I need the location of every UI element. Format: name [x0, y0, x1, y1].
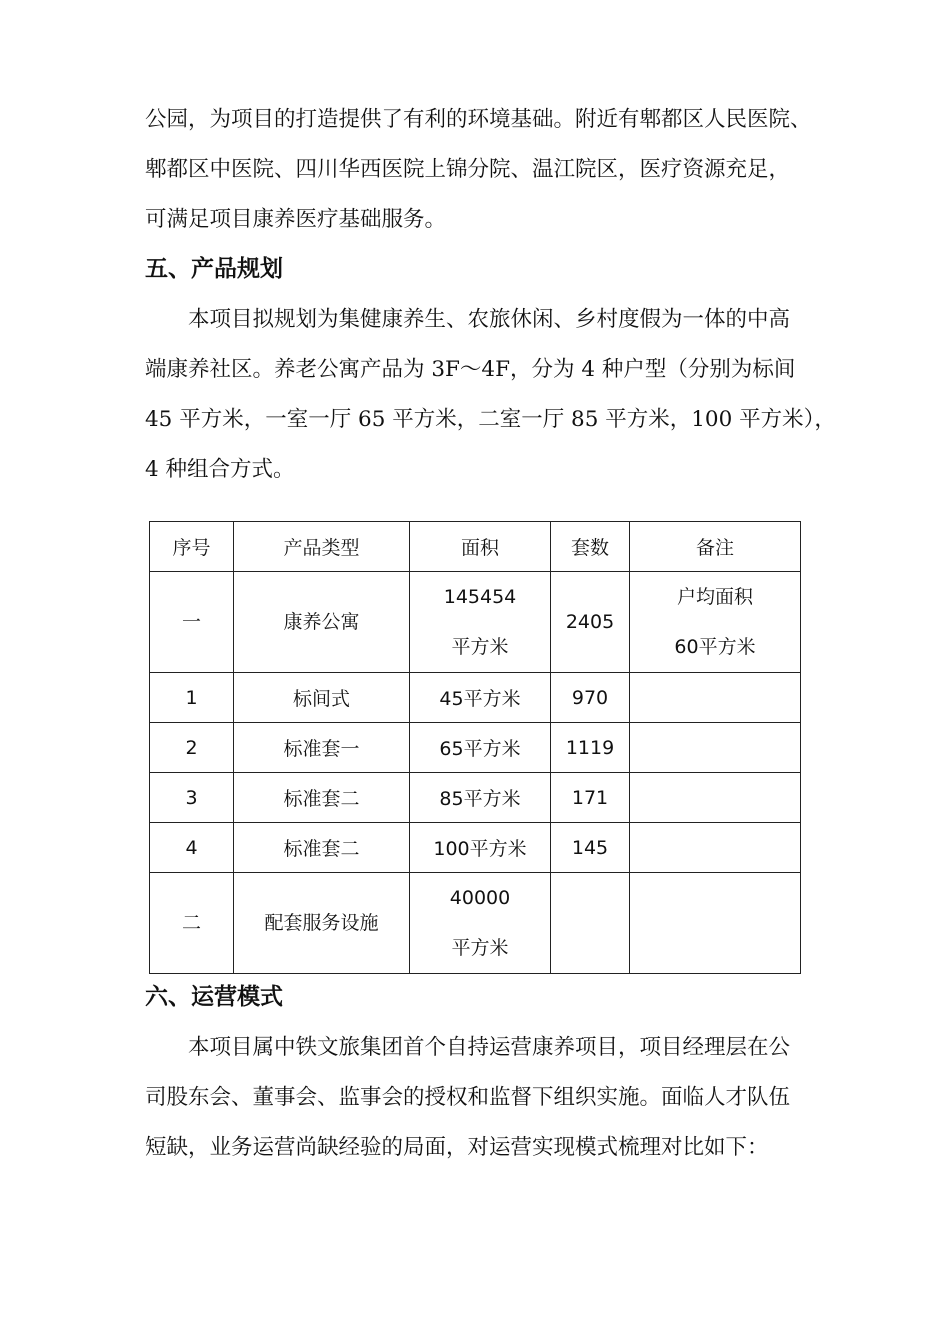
cell-count: 171 — [551, 773, 630, 823]
cell-type: 配套服务设施 — [234, 873, 410, 974]
header-cell: 产品类型 — [234, 522, 410, 572]
cell-area: 85平方米 — [410, 773, 551, 823]
cell-type: 标间式 — [234, 673, 410, 723]
header-cell: 序号 — [150, 522, 234, 572]
cell-type: 康养公寓 — [234, 572, 410, 673]
cell-no: 3 — [150, 773, 234, 823]
table-row — [150, 572, 801, 673]
paragraph-line: 本项目属中铁文旅集团首个自持运营康养项目，项目经理层在公 — [145, 1035, 791, 1060]
cell-area — [410, 873, 551, 974]
table-row — [150, 873, 801, 974]
paragraph-line: 司股东会、董事会、监事会的授权和监督下组织实施。面临人才队伍 — [145, 1085, 791, 1110]
cell-count — [551, 873, 630, 974]
cell-note-line: 60平方米 — [674, 636, 756, 658]
cell-area-value: 40000 — [449, 887, 511, 909]
cell-note — [630, 723, 801, 773]
section-heading-product-planning: 五、产品规划 — [145, 256, 283, 282]
table-row — [150, 673, 801, 723]
cell-no: 4 — [150, 823, 234, 873]
product-table — [149, 521, 801, 974]
cell-no: 2 — [150, 723, 234, 773]
cell-type: 标准套一 — [234, 723, 410, 773]
paragraph-line: 郫都区中医院、四川华西医院上锦分院、温江院区，医疗资源充足， — [145, 157, 791, 182]
cell-area — [410, 572, 551, 673]
header-cell: 面积 — [410, 522, 551, 572]
header-cell: 备注 — [630, 522, 801, 572]
cell-note — [630, 673, 801, 723]
intro-paragraph — [145, 95, 817, 245]
cell-note — [630, 572, 801, 673]
section-heading-operation-mode: 六、运营模式 — [145, 984, 283, 1010]
cell-type: 标准套二 — [234, 773, 410, 823]
cell-note — [630, 773, 801, 823]
cell-note-line: 户均面积 — [676, 586, 753, 608]
cell-area-value: 145454 — [443, 586, 517, 608]
cell-no: 1 — [150, 673, 234, 723]
cell-area: 100平方米 — [410, 823, 551, 873]
cell-count: 2405 — [551, 572, 630, 673]
cell-no: 二 — [150, 873, 234, 974]
paragraph-line: 45 平方米，一室一厅 65 平方米，二室一厅 85 平方米，100 平方米）， — [145, 407, 836, 432]
cell-type: 标准套二 — [234, 823, 410, 873]
cell-note — [630, 823, 801, 873]
paragraph-line: 短缺，业务运营尚缺经验的局面，对运营实现模式梳理对比如下： — [145, 1135, 769, 1160]
cell-area: 65平方米 — [410, 723, 551, 773]
table-header-row — [150, 522, 801, 572]
cell-area-unit: 平方米 — [451, 937, 509, 959]
cell-count: 1119 — [551, 723, 630, 773]
cell-count: 145 — [551, 823, 630, 873]
cell-count: 970 — [551, 673, 630, 723]
operation-mode-paragraph — [145, 1023, 817, 1173]
cell-area-unit: 平方米 — [451, 636, 509, 658]
paragraph-line: 4 种组合方式。 — [145, 457, 295, 482]
cell-note — [630, 873, 801, 974]
paragraph-line: 端康养社区。养老公寓产品为 3F～4F，分为 4 种户型（分别为标间 — [145, 357, 796, 382]
table-row — [150, 773, 801, 823]
paragraph-line: 公园，为项目的打造提供了有利的环境基础。附近有郫都区人民医院、 — [145, 107, 812, 132]
cell-area: 45平方米 — [410, 673, 551, 723]
paragraph-line: 可满足项目康养医疗基础服务。 — [145, 207, 447, 232]
table-row — [150, 823, 801, 873]
header-cell: 套数 — [551, 522, 630, 572]
paragraph-line: 本项目拟规划为集健康养生、农旅休闲、乡村度假为一体的中高 — [145, 307, 791, 332]
product-planning-paragraph — [145, 295, 836, 495]
cell-no: 一 — [150, 572, 234, 673]
table-row — [150, 723, 801, 773]
